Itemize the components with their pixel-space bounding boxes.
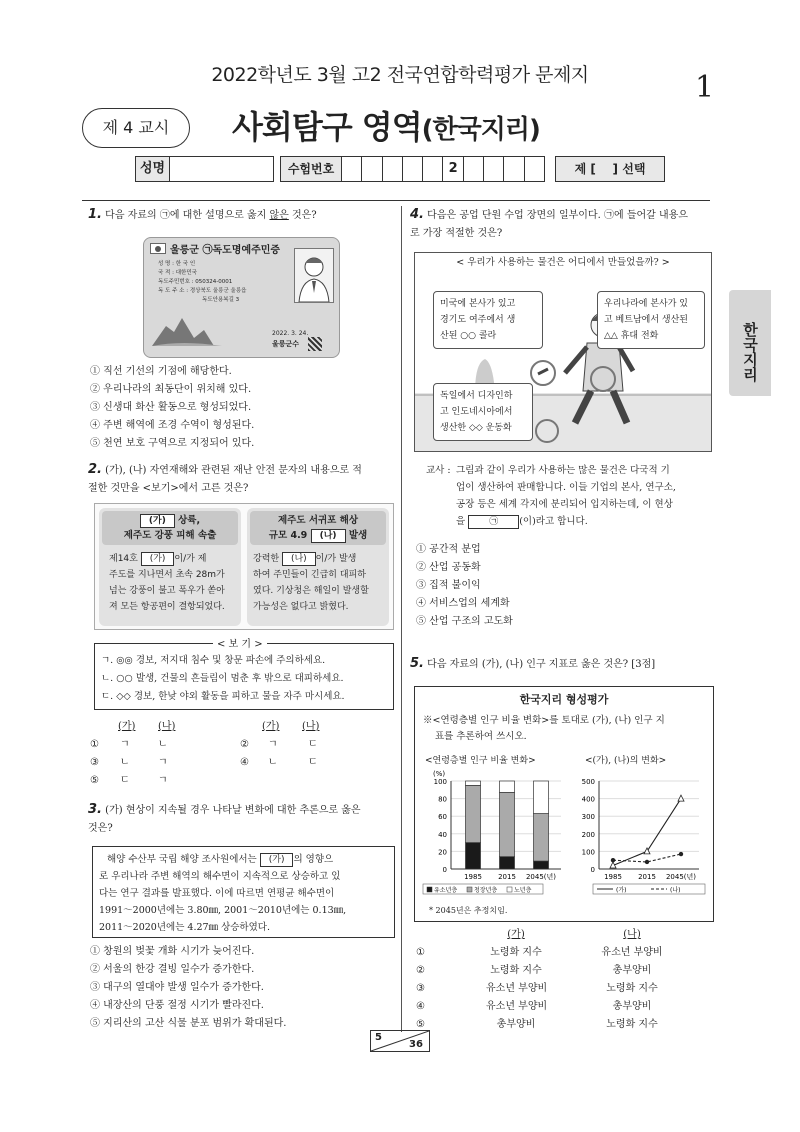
- legend-swatch: [427, 887, 432, 892]
- y-tick-label: 20: [438, 848, 447, 857]
- eval-title: 한국지리 형성평가: [519, 693, 609, 706]
- data-point: [645, 860, 649, 864]
- q2-option-number[interactable]: ⑤: [90, 775, 99, 786]
- x-tick-label: 2015: [498, 873, 516, 881]
- q4-option[interactable]: ② 산업 공동화: [416, 562, 481, 573]
- q1-option[interactable]: ④ 주변 해역에 조경 수역이 형성된다.: [90, 420, 255, 431]
- q3-option[interactable]: ③ 대구의 열대야 발생 일수가 증가한다.: [90, 982, 264, 993]
- legend-swatch: [507, 887, 512, 892]
- person-photo: [294, 248, 334, 303]
- x-tick-label: 2015: [638, 873, 656, 881]
- q3-option[interactable]: ④ 내장산의 단풍 절정 시기가 빨라진다.: [90, 1000, 264, 1011]
- y-tick-label: 200: [581, 830, 595, 839]
- eval-task: ※<연령층별 인구 비율 변화>를 토대로 (가), (나) 인구 지 표를 추론하여 쓰시오.: [423, 715, 665, 742]
- card-fields: 성 명 : 한 국 인 국 적 : 대한민국 독도주민번호 : 050324-0001 독 도 주 소 : 경상북도 울릉군 울릉읍 독도안용복길 3: [158, 261, 247, 303]
- q5-option-number[interactable]: ④: [416, 1001, 425, 1012]
- q4-option[interactable]: ③ 집적 불이익: [416, 580, 481, 591]
- legend-swatch: [467, 887, 472, 892]
- bogi-box: [94, 639, 394, 710]
- q5-option-number[interactable]: ①: [416, 947, 425, 958]
- bar-segment: [466, 843, 481, 869]
- y-tick-label: 0: [590, 866, 595, 874]
- subject-side-tab: 한국지리: [729, 290, 771, 396]
- q5-option-cell: 총부양비: [612, 965, 652, 976]
- x-tick-label: 1985: [464, 873, 482, 881]
- indicator-line-chart: [573, 767, 711, 902]
- q2-option-cell: ㄷ: [120, 775, 130, 786]
- q4-option[interactable]: ⑤ 산업 구조의 고도화: [416, 616, 513, 627]
- dokdo-resident-card: [143, 237, 340, 358]
- card-issuer: 울릉군수: [272, 340, 300, 348]
- q3-options: [90, 943, 286, 1033]
- exam-number-field[interactable]: [341, 156, 545, 182]
- q4-option[interactable]: ④ 서비스업의 세계화: [416, 598, 510, 609]
- legend-label: 노년층: [514, 887, 532, 894]
- q1-option[interactable]: ③ 신생대 화산 활동으로 형성되었다.: [90, 402, 252, 413]
- name-label: 성명: [135, 156, 170, 182]
- q3-prompt: 3. (가) 현상이 지속될 경우 나타날 변화에 대한 추론으로 옳은 것은?: [88, 802, 361, 834]
- q2-prompt: 2. (가), (나) 자연재해와 관련된 재난 안전 문자의 내용으로 적 절한 것만을 <보기>에서 고른 것은?: [88, 462, 362, 494]
- q2-option-cell: ㄴ: [268, 757, 278, 768]
- chart2-title: <(가), (나)의 변화>: [585, 756, 667, 766]
- card-title: 울릉군 ㉠독도명예주민증: [170, 245, 281, 256]
- q5-option-cell: 노령화 지수: [606, 983, 658, 994]
- bubble-cola: 미국에 본사가 있고 경기도 여주에서 생 산된 ○○ 콜라: [433, 291, 543, 349]
- data-point: [611, 858, 615, 862]
- exam-number-label: 수험번호: [280, 156, 342, 182]
- page-current: 5: [375, 1032, 382, 1043]
- bogi-item: ㄴ. ○○ 발생, 건물의 흔들림이 멈춘 후 밖으로 대피하세요.: [101, 673, 344, 684]
- dokdo-island-image: [152, 310, 232, 346]
- q1-option[interactable]: ① 직선 기선의 기점에 해당한다.: [90, 366, 232, 377]
- bar-segment: [500, 781, 515, 792]
- chart1-title: <연령층별 인구 비율 변화>: [425, 756, 536, 766]
- flag-icon: [150, 243, 166, 254]
- q3-option[interactable]: ① 창원의 벚꽃 개화 시기가 늦어진다.: [90, 946, 255, 957]
- y-tick-label: 500: [581, 778, 595, 786]
- q5-option-number[interactable]: ②: [416, 965, 425, 976]
- disaster-messages: [94, 503, 394, 630]
- q5-option-cell: 유소년 부양비: [601, 947, 663, 958]
- legend-label: 유소년층: [434, 887, 458, 894]
- series-line: [613, 799, 681, 866]
- q5-option-cell: 노령화 지수: [606, 1019, 658, 1030]
- y-tick-label: 400: [581, 795, 595, 804]
- q1-option[interactable]: ⑤ 천연 보호 구역으로 지정되어 있다.: [90, 438, 255, 449]
- column-divider: [401, 206, 402, 1032]
- class-scene: [414, 252, 712, 452]
- q3-option[interactable]: ⑤ 지리산의 고산 식물 분포 범위가 확대된다.: [90, 1018, 287, 1029]
- q5-option-number[interactable]: ③: [416, 983, 425, 994]
- page-number: 1: [695, 70, 715, 105]
- q3-option[interactable]: ② 서울의 한강 결빙 일수가 증가한다.: [90, 964, 255, 975]
- legend-label: 청장년층: [474, 887, 498, 894]
- estimate-note: * 2045년은 추정치임.: [429, 906, 508, 915]
- message-na: 제주도 서귀포 해상 규모 4.9 (나) 발생 강력한 (나) 이/가 발생 하여 주민들이 긴급히 대피하 였다. 기상청은 해일이 발생할 가능성은 없다고 밝혔다.: [247, 508, 389, 626]
- q2-option-number[interactable]: ①: [90, 739, 99, 750]
- y-tick-label: 40: [438, 830, 447, 839]
- bubble-phone: 우리나라에 본사가 있 고 베트남에서 생산된 △△ 휴대 전화: [597, 291, 705, 349]
- bar-segment: [500, 857, 515, 869]
- bogi-title: < 보 기 >: [213, 635, 267, 650]
- q5-option-cell: 유소년 부양비: [486, 983, 548, 994]
- bar-segment: [466, 785, 481, 842]
- y-unit-label: (%): [433, 770, 446, 778]
- bubble-shoes: 독일에서 디자인하 고 인도네시아에서 생산한 ◇◇ 운동화: [433, 383, 533, 441]
- page-total: 36: [409, 1039, 423, 1050]
- header-rule: [82, 200, 710, 201]
- q4-option[interactable]: ① 공간적 분업: [416, 544, 481, 555]
- x-tick-label: 2045(년): [525, 873, 557, 881]
- exam-number-digit: 2: [443, 157, 463, 181]
- q2-option-cell: ㄱ: [120, 739, 130, 750]
- data-point: [678, 795, 684, 801]
- bar-segment: [466, 781, 481, 785]
- qr-code-icon: [308, 337, 322, 351]
- q2-option-number[interactable]: ④: [240, 757, 249, 768]
- x-tick-label: 2045(년): [665, 873, 697, 881]
- q2-option-cell: ㄱ: [158, 757, 168, 768]
- q1-prompt: 1. 다음 자료의 ㉠에 대한 설명으로 옳지 않은 것은?: [88, 207, 317, 222]
- name-field[interactable]: [169, 156, 274, 182]
- q5-prompt: 5. 다음 자료의 (가), (나) 인구 지표로 옳은 것은? [3점]: [410, 656, 656, 671]
- card-date: 2022. 3. 24.: [272, 330, 309, 337]
- q5-option-number[interactable]: ⑤: [416, 1019, 425, 1030]
- q4-options: [416, 541, 513, 631]
- q2-option-cell: ㄴ: [120, 757, 130, 768]
- q5-option-cell: 총부양비: [496, 1019, 536, 1030]
- y-tick-label: 300: [581, 813, 595, 822]
- exam-title: 2022학년도 3월 고2 전국연합학력평가 문제지: [211, 64, 589, 86]
- q2-option-cell: ㄱ: [268, 739, 278, 750]
- y-tick-label: 80: [438, 795, 447, 804]
- q5-option-cell: 노령화 지수: [490, 965, 542, 976]
- q2-option-cell: ㄷ: [308, 757, 318, 768]
- q1-options: [90, 363, 254, 453]
- sea-level-box: 해양 수산부 국립 해양 조사원에서는 (가) 의 영향으 로 우리나라 주변 해역의 해수면이 지속적으로 상승하고 있 다는 연구 결과를 발표했다. 이에 따르면 연평균 해수면이 1991～2000년에는 3.80㎜, 2001～2010년에는 0.13㎜, 2011～2020년에는 4.27㎜ 상승하였다.: [92, 846, 395, 938]
- q5-option-cell: 총부양비: [612, 1001, 652, 1012]
- q5-option-cell: 유소년 부양비: [486, 1001, 548, 1012]
- q1-option[interactable]: ② 우리나라의 최동단이 위치해 있다.: [90, 384, 252, 395]
- formative-eval-box: [414, 686, 714, 922]
- q5-option-cell: 노령화 지수: [490, 947, 542, 958]
- scene-title: < 우리가 사용하는 물건은 어디에서 만들었을까? >: [456, 257, 670, 268]
- q2-option-cell: ㄷ: [308, 739, 318, 750]
- x-tick-label: 1985: [604, 873, 622, 881]
- bar-segment: [534, 861, 549, 869]
- choice-box: 제 [ ] 선택: [555, 156, 665, 182]
- q2-option-cell: ㄱ: [158, 775, 168, 786]
- page-counter: [370, 1030, 430, 1052]
- data-point: [679, 852, 683, 856]
- y-tick-label: 100: [433, 778, 447, 786]
- message-ga: (가) 상륙, 제주도 강풍 피해 속출 제14호 (가) 이/가 제 주도를 지나면서 초속 28m가 넘는 강풍이 불고 폭우가 쏟아 져 모든 항공편이 결항되었다.: [99, 508, 241, 626]
- q2-option-number[interactable]: ②: [240, 739, 249, 750]
- legend-label: (가): [616, 887, 627, 894]
- bar-segment: [534, 814, 549, 862]
- y-tick-label: 0: [442, 866, 447, 874]
- bogi-item: ㄷ. ◇◇ 경보, 한낮 야외 활동을 피하고 물을 자주 마시세요.: [101, 691, 345, 702]
- bar-segment: [534, 781, 549, 814]
- legend-label: (나): [670, 887, 681, 894]
- y-tick-label: 60: [438, 813, 447, 822]
- q2-option-cell: ㄴ: [158, 739, 168, 750]
- q4-prompt: 4. 다음은 공업 단원 수업 장면의 일부이다. ㉠에 들어갈 내용으 로 가장 적절한 것은?: [410, 207, 688, 239]
- q2-option-number[interactable]: ③: [90, 757, 99, 768]
- bogi-item: ㄱ. ◎◎ 경보, 저지대 침수 및 창문 파손에 주의하세요.: [101, 655, 326, 666]
- subject-title: 사회탐구 영역(한국지리): [232, 108, 540, 146]
- y-tick-label: 100: [581, 848, 595, 857]
- age-ratio-bar-chart: [419, 767, 577, 902]
- bar-segment: [500, 792, 515, 856]
- period-badge: 제 4 교시: [82, 108, 190, 148]
